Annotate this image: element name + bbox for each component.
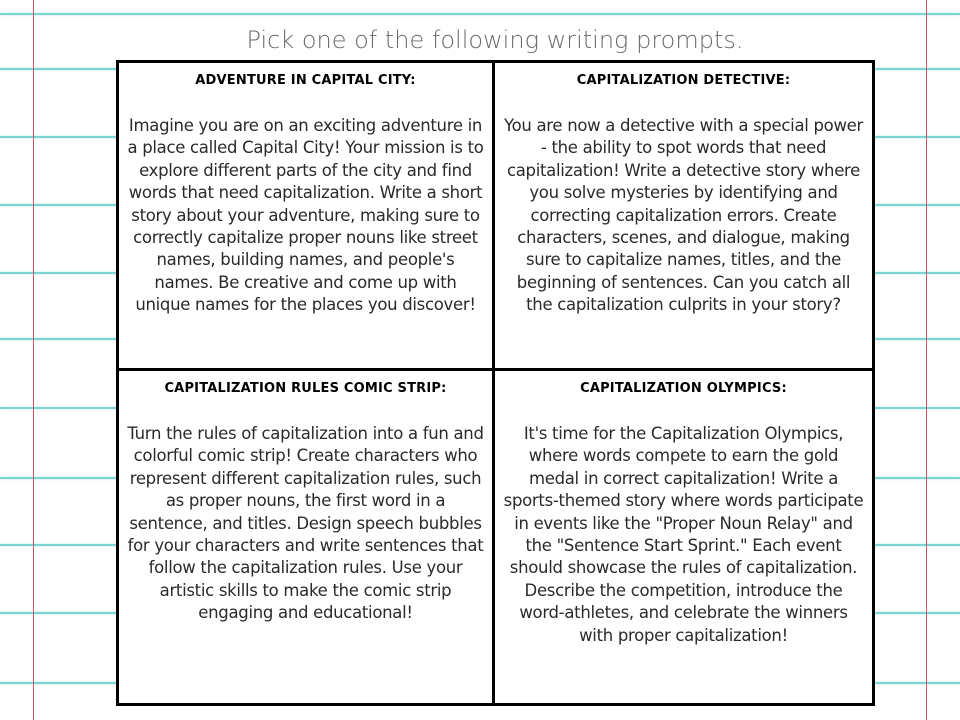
prompt-grid [116, 60, 875, 706]
prompt-heading: CAPITALIZATION DETECTIVE: [576, 73, 791, 88]
prompt-body: You are now a detective with a special power - the ability to spot words that need capitalization! Write a detective story where you solve mysteries by identifying and correcting capitalization errors. Create characters, scenes, and dialogue, making sure to capitalize names, titles, and the beginning of sentences. Can you catch all the capitalization culprits in your story? [503, 116, 864, 315]
prompt-body: Turn the rules of capitalization into a fun and colorful comic strip! Create characters who represent different capitalization rules, such as proper nouns, the first word in a sentence, and titles. Design speech bubbles for your characters and write sentences that follow the capitalization rules. Use your artistic skills to make the comic strip engaging and educational! [127, 424, 484, 623]
right-margin-line [926, 0, 927, 720]
prompt-card-adventure [119, 63, 495, 371]
prompt-heading: CAPITALIZATION RULES COMIC STRIP: [164, 381, 447, 396]
prompt-body: It's time for the Capitalization Olympics, where words compete to earn the gold medal in correct capitalization! Write a sports-themed story where words participate in events like the "Proper Noun Relay" and the "Sentence Start Sprint." Each event should showcase the rules of capitalization. Describe the competition, introduce the word-athletes, and celebrate the winners with proper capitalization! [503, 424, 864, 645]
prompt-card-olympics [495, 371, 872, 703]
prompt-card-comic-strip [119, 371, 495, 703]
ruled-line [0, 13, 960, 15]
prompt-heading: ADVENTURE IN CAPITAL CITY: [195, 73, 416, 88]
prompt-card-detective [495, 63, 872, 371]
prompt-heading: CAPITALIZATION OLYMPICS: [580, 381, 787, 396]
left-margin-line [33, 0, 34, 720]
prompt-body: Imagine you are on an exciting adventure in a place called Capital City! Your mission is to explore different parts of the city and find words that need capitalization. Write a short story about your adventure, making sure to correctly capitalize proper nouns like street names, building names, and people's names. Be creative and come up with unique names for the places you discover! [127, 116, 484, 315]
page-title: Pick one of the following writing prompts. [246, 26, 744, 54]
